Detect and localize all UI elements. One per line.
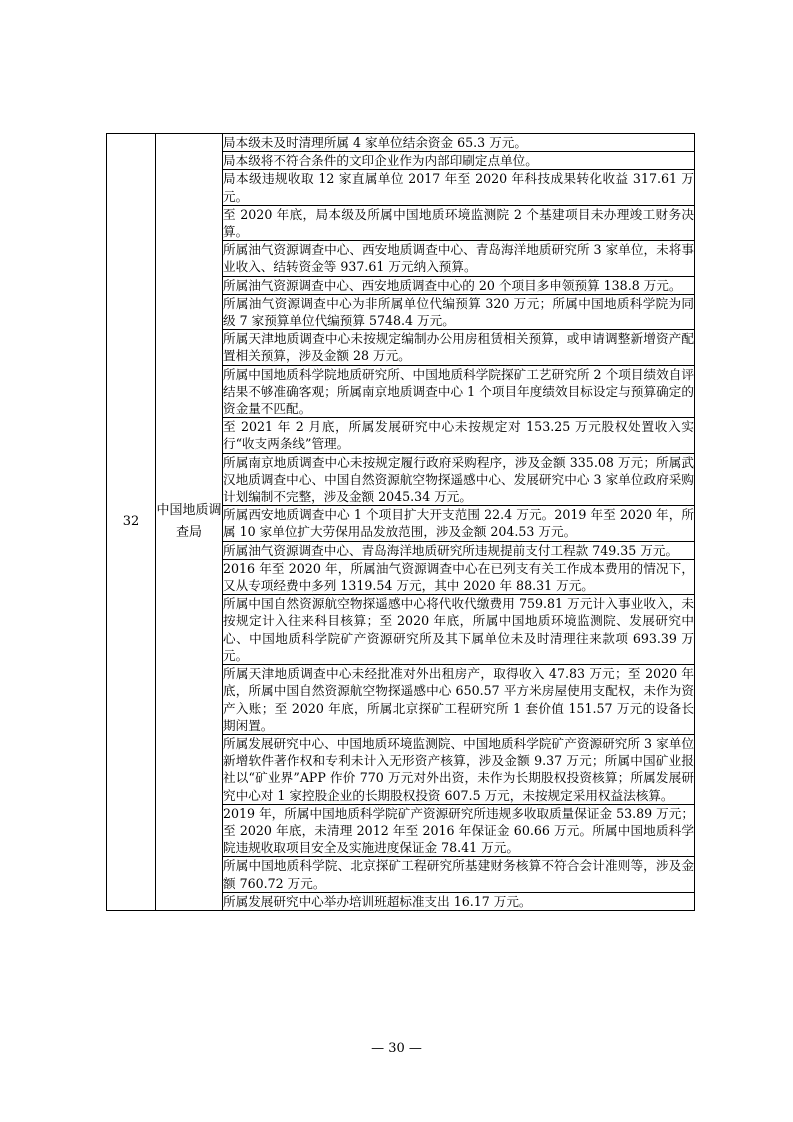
issue-cell: 2016 年至 2020 年，所属油气资源调查中心在已列支有关工作成本费用的情况下，又从专项经费中多列 1319.54 万元，其中 2020 年 88.31 万元。 [223,560,694,594]
audit-issues-table [106,133,695,911]
issue-cell: 所属发展研究中心、中国地质环境监测院、中国地质科学院矿产资源研究所 3 家单位新增软件著作权和专利未计入无形资产核算，涉及金额 9.37 万元；所属中国矿业报社以“矿业界”APP 作价 770 万元对外出资，未作为长期股权投资核算；所属发展研究中心对 1 家控股企业的长期股权投资 607.5 万元，未按规定采用权益法核算。 [223,735,694,803]
issue-cell: 所属中国地质科学院、北京探矿工程研究所基建财务核算不符合会计准则等，涉及金额 760.72 万元。 [223,858,694,891]
issue-cell: 所属油气资源调查中心、西安地质调查中心、青岛海洋地质研究所 3 家单位，未将事业收入、结转资金等 937.61 万元纳入预算。 [223,242,694,275]
issue-cell: 所属油气资源调查中心、西安地质调查中心的 20 个项目多申领预算 138.8 万元。 [223,276,695,294]
issue-cell: 局本级将不符合条件的文印企业作为内部印刷定点单位。 [223,152,695,170]
issue-cell: 所属油气资源调查中心、青岛海洋地质研究所违规提前支付工程款 749.35 万元。 [223,541,695,559]
issue-cell: 至 2020 年底，局本级及所属中国地质环境监测院 2 个基建项目未办理竣工财务决算。 [223,206,694,240]
issue-cell: 所属南京地质调查中心未按规定履行政府采购程序，涉及金额 335.08 万元；所属武汉地质调查中心、中国自然资源航空物探遥感中心、发展研究中心 3 家单位政府采购计划编制不完整，涉及金额 2045.34 万元。 [223,454,694,505]
issue-cell: 所属中国自然资源航空物探遥感中心将代收代缴费用 759.81 万元计入事业收入，未按规定计入往来科目核算；至 2020 年底，所属中国地质环境监测院、发展研究中心、中国地质科学院矿产资源研究所及其下属单位未及时清理往来款项 693.39 万元。 [223,596,694,663]
table-row [107,134,695,152]
issue-cell: 所属油气资源调查中心为非所属单位代编预算 320 万元；所属中国地质科学院为同级 7 家预算单位代编预算 5748.4 万元。 [223,295,694,329]
issue-cell: 所属中国地质科学院地质研究所、中国地质科学院探矿工艺研究所 2 个项目绩效自评结果不够准确客观；所属南京地质调查中心 1 个项目年度绩效目标设定与预算确定的资金量不匹配。 [223,366,694,417]
issue-cell: 局本级未及时清理所属 4 家单位结余资金 65.3 万元。 [223,134,695,152]
unit-name-cell: 中国地质调查局 [156,134,223,911]
issue-cell: 至 2021 年 2 月底，所属发展研究中心未按规定对 153.25 万元股权处置收入实行“收支两条线”管理。 [223,419,694,452]
issue-cell: 所属西安地质调查中心 1 个项目扩大开支范围 22.4 万元。2019 年至 2020 年，所属 10 家单位扩大劳保用品发放范围，涉及金额 204.53 万元。 [223,507,694,540]
page-number: — 30 — [371,1041,422,1056]
issue-cell: 2019 年，所属中国地质科学院矿产资源研究所违规多收取质量保证金 53.89 万元；至 2020 年底，未清理 2012 年至 2016 年保证金 60.66 万元。所属中国地质科学院违规收取项目安全及实施进度保证金 78.41 万元。 [223,805,694,856]
row-number-cell: 32 [107,134,156,911]
issue-cell: 局本级违规收取 12 家直属单位 2017 年至 2020 年科技成果转化收益 317.61 万元。 [223,171,694,204]
issue-cell: 所属发展研究中心举办培训班超标准支出 16.17 万元。 [223,892,695,910]
issue-cell: 所属天津地质调查中心未按规定编制办公用房租赁相关预算，或申请调整新增资产配置相关预算，涉及金额 28 万元。 [223,331,694,364]
issue-cell: 所属天津地质调查中心未经批准对外出租房产，取得收入 47.83 万元；至 2020 年底，所属中国自然资源航空物探遥感中心 650.57 平方米房屋使用支配权，未作为资产入账；至 2020 年底，所属北京探矿工程研究所 1 套价值 151.57 万元的设备长期闲置。 [223,666,694,733]
